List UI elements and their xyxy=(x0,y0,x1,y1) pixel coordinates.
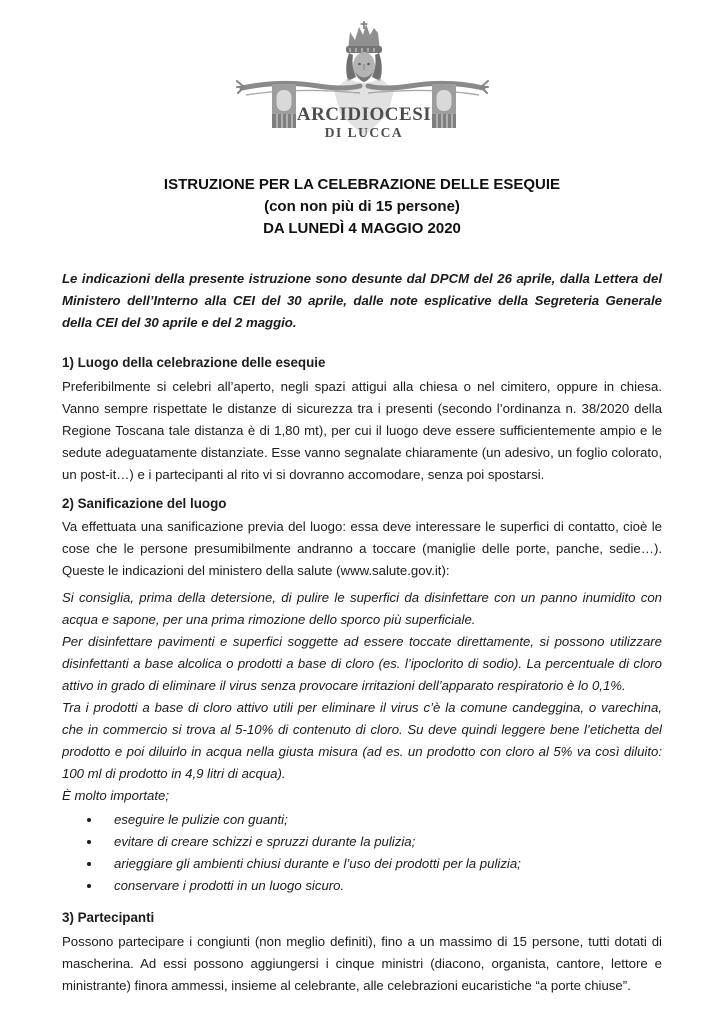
logo-org-subname: DI LUCCA xyxy=(324,125,403,140)
title-line-3: DA LUNEDÌ 4 MAGGIO 2020 xyxy=(263,220,461,237)
section-2-body: Va effettuata una sanificazione previa del luogo: essa deve interessare le superfici di contatto, cioè le cose che le persone presumibilmente andranno a toccare (maniglie delle porte, panche, sedie…). Queste le indicazioni del ministero della salute (www.salute.gov.it): xyxy=(62,519,662,578)
note-paragraph-4: È molto importate; xyxy=(62,788,170,803)
note-paragraph-2: Per disinfettare pavimenti e superfici soggette ad essere toccate direttamente, si possono utilizzare disinfettanti a base alcolica o prodotti a base di cloro (es. l’ipoclorito di sodio). La percentuale di cloro attivo in grado di eliminare il virus senza provocare irritazioni dell’apparato respiratorio è lo 0,1%. xyxy=(62,634,662,693)
volto-santo-crowned-figure-icon xyxy=(236,20,489,142)
intro-sources-paragraph: Le indicazioni della presente istruzione sono desunte dal DPCM del 26 aprile, dalla Lettera del Ministero dell’Interno alla CEI del 30 aprile, dalle note esplicative della Segreteria Generale della CEI del 30 aprile e del 2 maggio. xyxy=(62,271,662,330)
section-1-heading: 1) Luogo della celebrazione delle esequie xyxy=(62,355,326,370)
list-item: • evitare di creare schizzi e spruzzi durante la pulizia; xyxy=(102,831,662,853)
list-item: • conservare i prodotti in un luogo sicuro. xyxy=(102,875,662,897)
logo-org-name: ARCIDIOCESI xyxy=(296,104,431,125)
title-line-2: (con non più di 15 persone) xyxy=(264,198,460,215)
section-3-body: Possono partecipare i congiunti (non meglio definiti), fino a un massimo di 15 persone, tutti dotati di mascherina. Ad essi possono aggiungersi i cinque ministri (diacono, organista, cantore, lettore e ministrante) finora ammessi, insieme al celebrante, alle celebrazioni eucaristiche “a porte chiuse”. xyxy=(62,934,662,993)
left-cuff-banner xyxy=(272,84,296,128)
ministry-of-health-note xyxy=(62,587,662,897)
cleaning-precautions-list xyxy=(62,809,662,897)
right-cuff-banner xyxy=(432,84,456,128)
section-2-heading: 2) Sanificazione del luogo xyxy=(62,496,227,511)
section-1-body: Preferibilmente si celebri all’aperto, negli spazi attigui alla chiesa o nel cimitero, oppure in chiesa. Vanno sempre rispettate le distanze di sicurezza tra i presenti (secondo l’ordinanza n. 38/2020 della Regione Toscana tale distanza è di 1,80 mt), per cui il luogo deve essere sufficientemente ampio e le sedute adeguatamente distanziate. Esse vanno segnalate chiaramente (un adesivo, un foglio colorato, un post-it…) e i partecipanti al rito vi si dovranno accomodare, senza poi spostarsi. xyxy=(62,379,662,482)
list-item: • arieggiare gli ambienti chiusi durante e l’uso dei prodotti per la pulizia; xyxy=(102,853,662,875)
document-title xyxy=(62,174,662,240)
note-paragraph-1: Si consiglia, prima della detersione, di pulire le superfici da disinfettare con un panno inumidito con acqua e sapone, per una prima rimozione dello sporco più superficiale. xyxy=(62,590,662,627)
note-paragraph-3: Tra i prodotti a base di cloro attivo utili per eliminare il virus c’è la comune candeggina, o varechina, che in commercio si trova al 5-10% di contenuto di cloro. Su deve quindi leggere bene l’etichetta del prodotto e poi diluirlo in acqua nella giusta misura (ad es. un prodotto con cloro al 5% va così diluito: 100 ml di prodotto in 4,9 litri di acqua). xyxy=(62,700,662,781)
diocese-logo xyxy=(236,20,489,140)
section-3-heading: 3) Partecipanti xyxy=(62,910,155,925)
list-item: • eseguire le pulizie con guanti; xyxy=(102,809,662,831)
title-line-1: ISTRUZIONE PER LA CELEBRAZIONE DELLE ESEQUIE xyxy=(163,176,561,193)
